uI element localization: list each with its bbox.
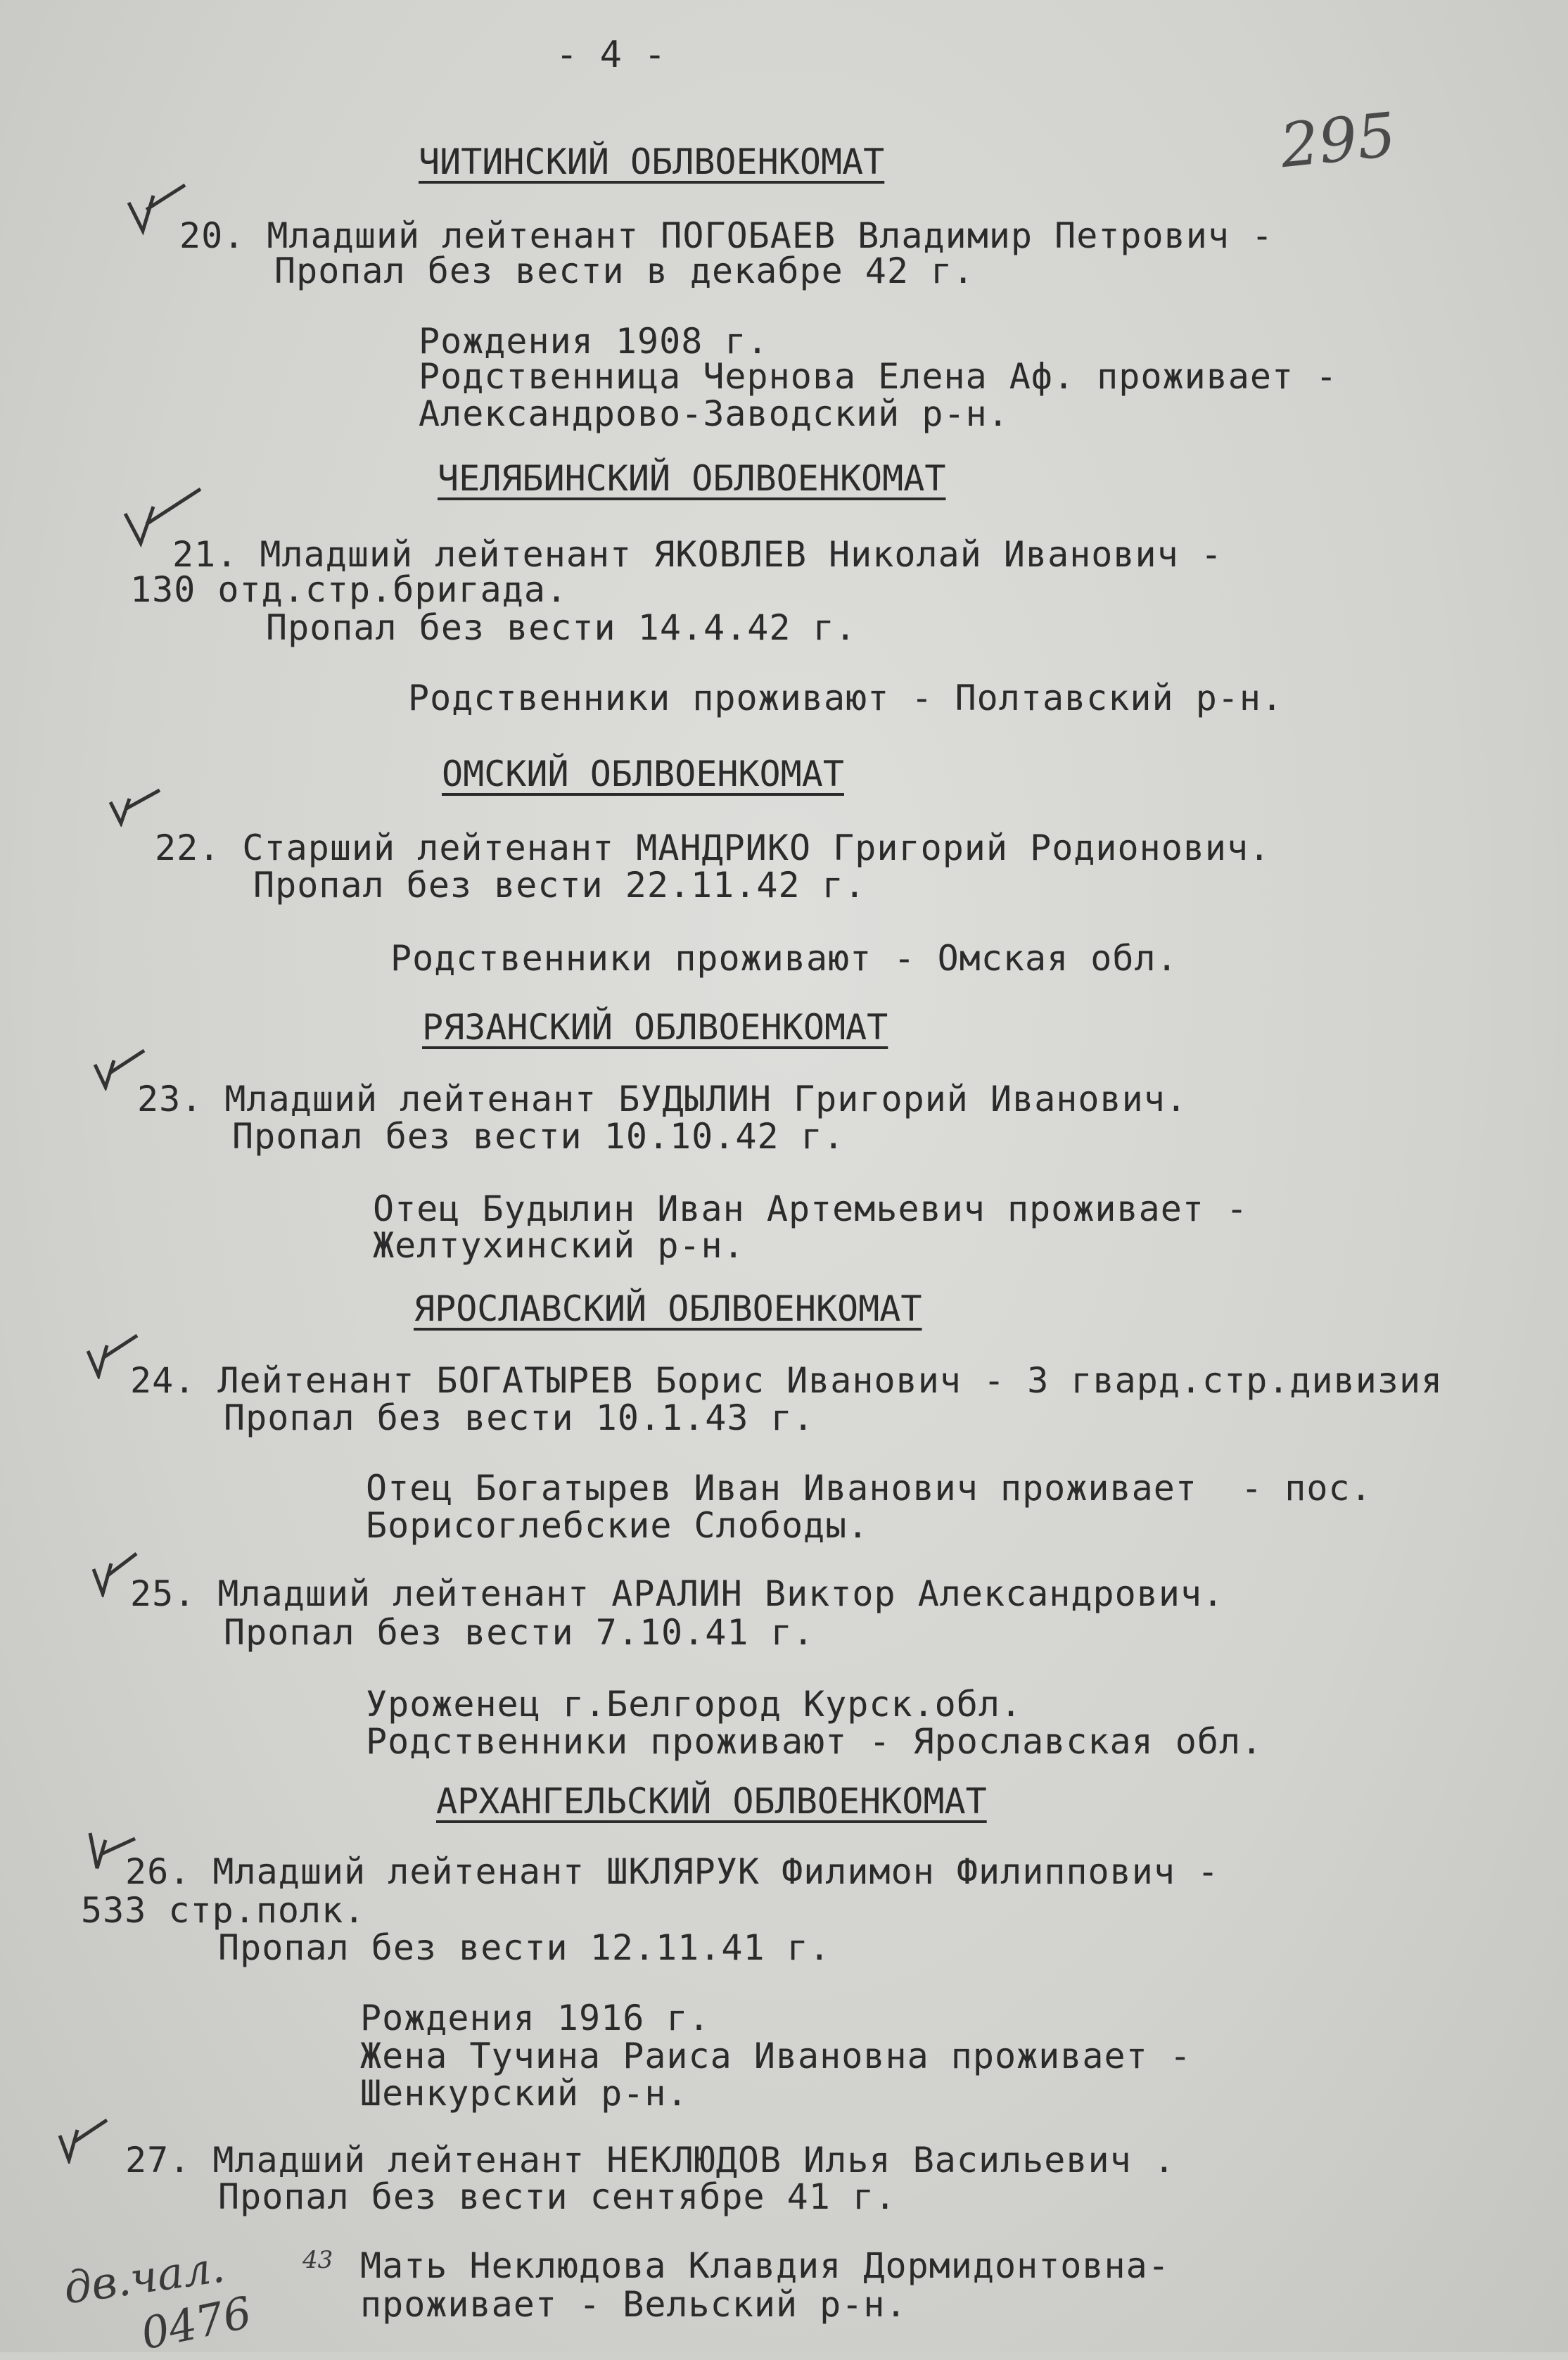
entry-line: 25. Младший лейтенант АРАЛИН Виктор Александрович.: [130, 1573, 1225, 1614]
entry-line: 21. Младший лейтенант ЯКОВЛЕВ Николай Иванович -: [172, 534, 1223, 575]
entry-line: 130 отд.стр.бригада.: [130, 569, 568, 610]
entry-line: Пропал без вести 12.11.41 г.: [218, 1927, 831, 1968]
entry-detail: Жена Тучина Раиса Ивановна проживает -: [360, 2036, 1192, 2076]
check-mark-icon: [56, 2114, 113, 2164]
section-heading: ЧЕЛЯБИНСКИЙ ОБЛВОЕНКОМАТ: [438, 458, 946, 499]
entry-line: 27. Младший лейтенант НЕКЛЮДОВ Илья Васильевич .: [125, 2140, 1175, 2181]
section-heading: ЧИТИНСКИЙ ОБЛВОЕНКОМАТ: [419, 141, 885, 182]
entry-line: Пропал без вести 22.11.42 г.: [253, 865, 866, 906]
section-heading: ОМСКИЙ ОБЛВОЕНКОМАТ: [442, 754, 844, 794]
entry-line: Пропал без вести 14.4.42 г.: [266, 607, 857, 648]
section-heading: ЯРОСЛАВСКИЙ ОБЛВОЕНКОМАТ: [414, 1288, 922, 1329]
entry-line: 533 стр.полк.: [81, 1890, 366, 1931]
entry-detail: Родственники проживают - Омская обл.: [390, 938, 1178, 979]
check-mark-icon: [107, 785, 163, 827]
entry-detail: Родственница Чернова Елена Аф. проживает -: [419, 356, 1338, 397]
section-heading: РЯЗАНСКИЙ ОБЛВОЕНКОМАТ: [422, 1007, 888, 1048]
archive-number: 295: [1277, 99, 1399, 182]
entry-line: 24. Лейтенант БОГАТЫРЕВ Борис Иванович - 3 гвард.стр.дивизия: [130, 1360, 1443, 1401]
entry-line: Пропал без вести 10.1.43 г.: [224, 1397, 815, 1438]
margin-note: 0476: [136, 2286, 256, 2360]
margin-note: 43: [302, 2246, 333, 2274]
entry-detail: Отец Богатырев Иван Иванович проживает - пос.: [366, 1468, 1372, 1509]
entry-detail: Родственники проживают - Полтавский р-н.: [408, 678, 1284, 718]
entry-line: Пропал без вести в декабре 42 г.: [274, 250, 975, 291]
margin-note: дв.чал.: [60, 2240, 228, 2314]
entry-detail: проживает - Вельский р-н.: [360, 2284, 907, 2325]
entry-line: 23. Младший лейтенант БУДЫЛИН Григорий Иванович.: [137, 1079, 1187, 1119]
entry-detail: Рождения 1908 г.: [419, 321, 769, 362]
page-number: - 4 -: [556, 34, 666, 76]
entry-line: 22. Старший лейтенант МАНДРИКО Григорий Родионович.: [155, 827, 1271, 868]
entry-detail: Шенкурский р-н.: [360, 2073, 689, 2114]
entry-detail: Родственники проживают - Ярославская обл.: [366, 1721, 1263, 1762]
entry-detail: Отец Будылин Иван Артемьевич проживает -: [373, 1188, 1249, 1229]
entry-line: Пропал без вести 7.10.41 г.: [224, 1612, 815, 1653]
section-heading: АРХАНГЕЛЬСКИЙ ОБЛВОЕНКОМАТ: [436, 1781, 987, 1822]
entry-detail: Мать Неклюдова Клавдия Дормидонтовна-: [360, 2245, 1170, 2286]
entry-line: 26. Младший лейтенант ШКЛЯРУК Филимон Филиппович -: [125, 1851, 1220, 1892]
entry-detail: Александрово-Заводский р-н.: [419, 393, 1009, 434]
entry-line: Пропал без вести 10.10.42 г.: [232, 1116, 845, 1157]
entry-detail: Борисоглебские Слободы.: [366, 1505, 869, 1546]
entry-line: 20. Младший лейтенант ПОГОБАЕВ Владимир Петрович -: [179, 215, 1274, 256]
entry-detail: Желтухинский р-н.: [373, 1225, 745, 1266]
entry-detail: Уроженец г.Белгород Курск.обл.: [366, 1684, 1023, 1725]
entry-line: Пропал без вести сентябре 41 г.: [218, 2176, 897, 2217]
entry-detail: Рождения 1916 г.: [360, 1998, 710, 2038]
